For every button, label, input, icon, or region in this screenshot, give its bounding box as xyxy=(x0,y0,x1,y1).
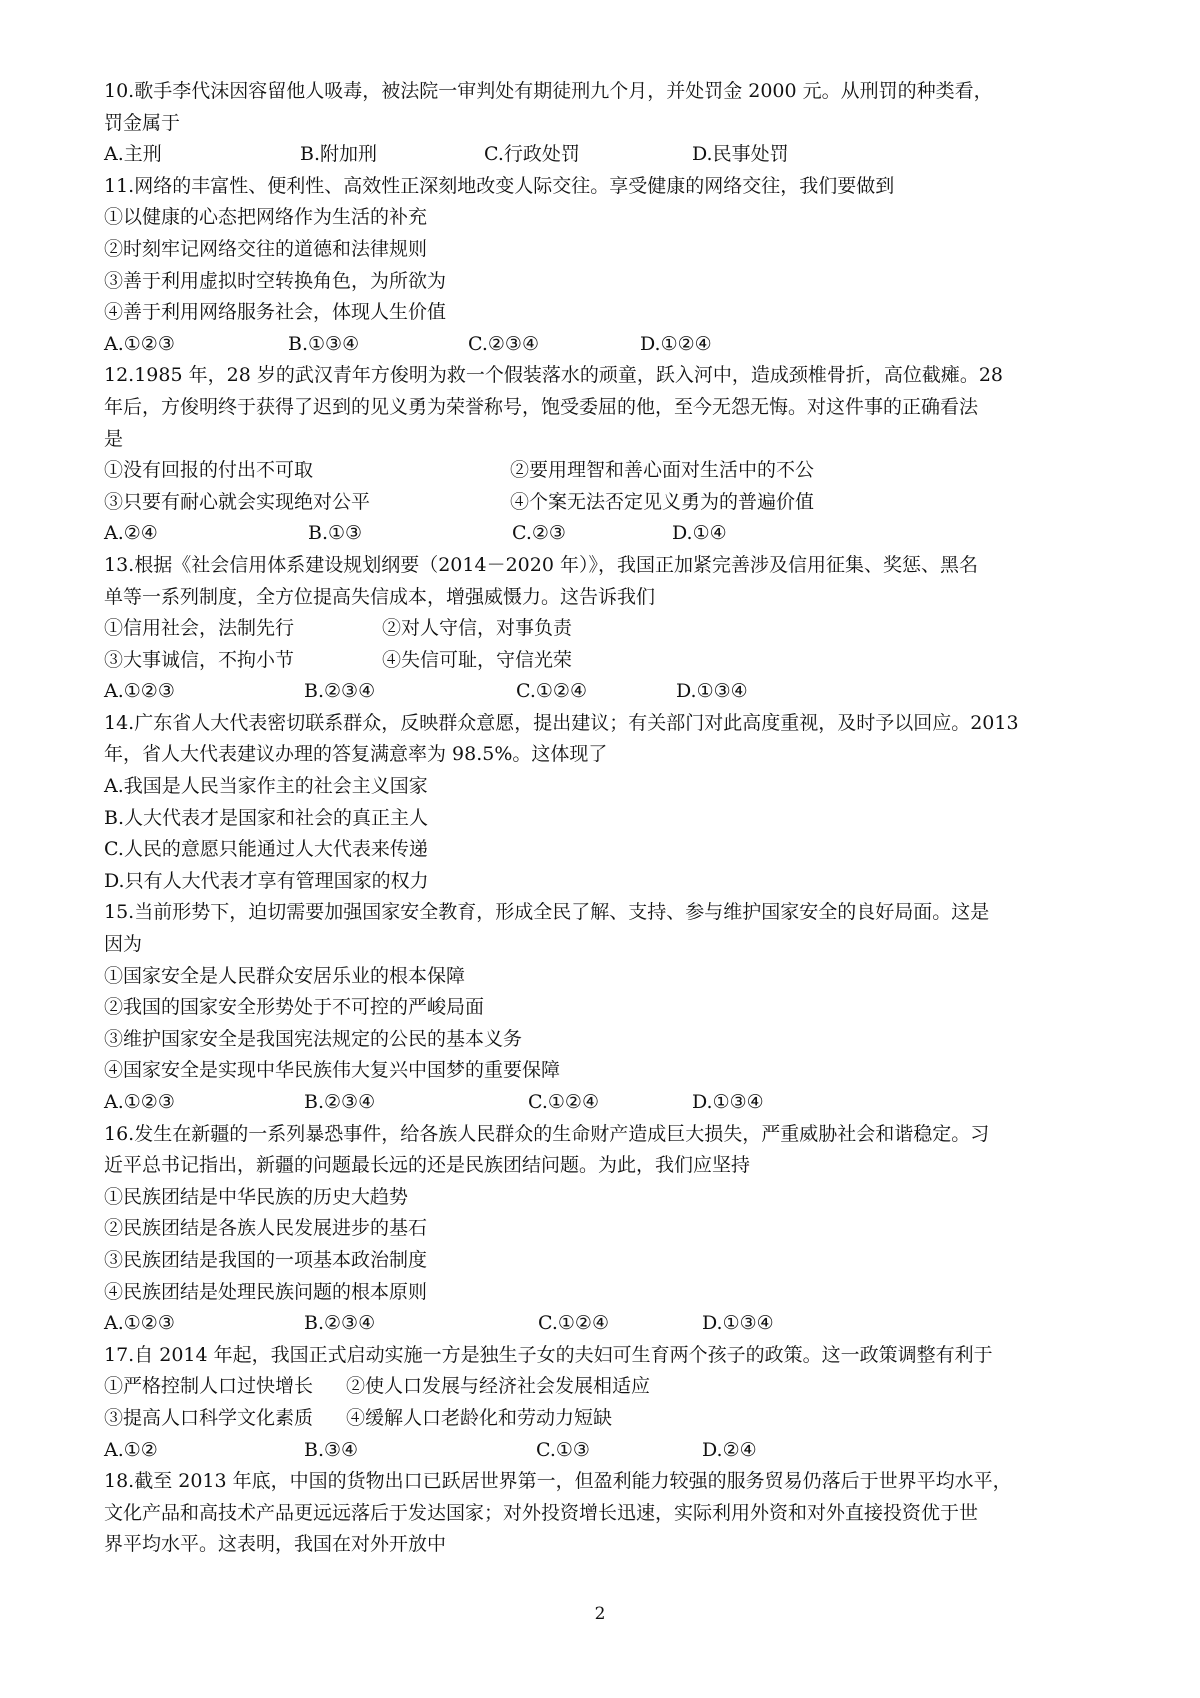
question-13-statements xyxy=(104,645,1098,677)
option-b: B.人大代表才是国家和社会的真正主人 xyxy=(104,806,429,829)
exam-page xyxy=(104,76,1098,1561)
question-16-options xyxy=(104,1308,1098,1340)
question-14-stem: 14.广东省人大代表密切联系群众，反映群众意愿，提出建议；有关部门对此高度重视，及时予以回应。2013 xyxy=(104,711,1019,734)
question-15-options xyxy=(104,1087,1098,1119)
question-17-statements xyxy=(104,1403,1098,1435)
option-a: A.②④ xyxy=(104,522,158,545)
option-b: B.②③④ xyxy=(304,1091,376,1113)
statement-3: ③善于利用虚拟时空转换角色，为所欲为 xyxy=(104,269,447,292)
option-d: D.①③④ xyxy=(676,680,748,703)
statement-3: ③民族团结是我国的一项基本政治制度 xyxy=(104,1248,428,1271)
statement-4: ④民族团结是处理民族问题的根本原则 xyxy=(104,1280,428,1303)
option-a: A.①②③ xyxy=(104,1091,175,1113)
question-10-stem: 10.歌手李代沫因容留他人吸毒，被法院一审判处有期徒刑九个月，并处罚金 2000 元。从刑罚的种类看， xyxy=(104,80,993,102)
option-b: B.附加刑 xyxy=(300,143,378,166)
statement-4: ④个案无法否定见义勇为的普遍价值 xyxy=(510,490,815,513)
option-d: D.①③④ xyxy=(692,1091,764,1113)
option-c: C.行政处罚 xyxy=(484,143,580,166)
option-c: C.②③ xyxy=(512,522,566,545)
question-12-stem-cont: 年后，方俊明终于获得了迟到的见义勇为荣誉称号，饱受委屈的他，至今无怨无悔。对这件事的正确看法 xyxy=(104,395,979,418)
question-13-stem: 13.根据《社会信用体系建设规划纲要（2014－2020 年）》，我国正加紧完善涉及信用征集、奖惩、黑名 xyxy=(104,553,978,576)
statement-1: ①以健康的心态把网络作为生活的补充 xyxy=(104,206,428,229)
question-12-stem: 12.1985 年，28 岁的武汉青年方俊明为救一个假装落水的顽童，跃入河中，造成颈椎骨折，高位截瘫。28 xyxy=(104,364,1004,387)
statement-4: ④善于利用网络服务社会，体现人生价值 xyxy=(104,301,447,324)
statement-1: ①民族团结是中华民族的历史大趋势 xyxy=(104,1185,409,1208)
option-a: A.①②③ xyxy=(104,680,175,703)
option-d: D.②④ xyxy=(702,1438,757,1461)
statement-4: ④失信可耻，守信光荣 xyxy=(382,648,573,671)
option-c: C.①②④ xyxy=(516,680,587,703)
question-18-stem-cont: 界平均水平。这表明，我国在对外开放中 xyxy=(104,1533,447,1556)
statement-1: ①国家安全是人民群众安居乐业的根本保障 xyxy=(104,964,466,987)
statement-1: ①严格控制人口过快增长 xyxy=(104,1375,314,1398)
question-11-stem: 11.网络的丰富性、便利性、高效性正深刻地改变人际交往。享受健康的网络交往，我们要做到 xyxy=(104,174,895,197)
question-12-stem-cont: 是 xyxy=(104,427,124,450)
statement-2: ②民族团结是各族人民发展进步的基石 xyxy=(104,1217,428,1240)
question-17-options xyxy=(104,1435,1098,1467)
statement-3: ③大事诚信，不拘小节 xyxy=(104,648,295,671)
question-14-stem-cont: 年，省人大代表建议办理的答复满意率为 98.5%。这体现了 xyxy=(104,743,608,766)
question-15-stem-cont: 因为 xyxy=(104,933,143,956)
option-d: D.①③④ xyxy=(702,1312,774,1335)
question-12-options xyxy=(104,518,1098,550)
question-10-stem-cont: 罚金属于 xyxy=(104,111,181,134)
question-13-stem-cont: 单等一系列制度，全方位提高失信成本，增强威慑力。这告诉我们 xyxy=(104,585,656,608)
option-d: D.民事处罚 xyxy=(692,143,789,166)
option-a: A.①②③ xyxy=(104,332,175,355)
option-b: B.①③ xyxy=(308,522,363,545)
option-c: C.②③④ xyxy=(468,332,539,355)
statement-2: ②使人口发展与经济社会发展相适应 xyxy=(346,1375,651,1398)
question-15-stem: 15.当前形势下，迫切需要加强国家安全教育，形成全民了解、支持、参与维护国家安全的良好局面。这是 xyxy=(104,901,990,924)
question-18-stem-cont: 文化产品和高技术产品更远远落后于发达国家；对外投资增长迅速，实际利用外资和对外直接投资优于世 xyxy=(104,1501,979,1524)
option-d: D.①②④ xyxy=(640,332,712,355)
option-a: A.主刑 xyxy=(104,143,162,166)
option-b: B.③④ xyxy=(304,1438,359,1461)
page-number: 2 xyxy=(594,1604,606,1624)
statement-4: ④缓解人口老龄化和劳动力短缺 xyxy=(346,1406,613,1429)
statement-3: ③只要有耐心就会实现绝对公平 xyxy=(104,490,371,513)
option-c: C.①②④ xyxy=(538,1312,609,1335)
option-a: A.①②③ xyxy=(104,1312,175,1335)
statement-3: ③提高人口科学文化素质 xyxy=(104,1406,314,1429)
question-16-stem: 16.发生在新疆的一系列暴恐事件，给各族人民群众的生命财产造成巨大损失，严重威胁社会和谐稳定。习 xyxy=(104,1122,990,1145)
option-a: A.我国是人民当家作主的社会主义国家 xyxy=(104,775,428,798)
option-c: C.人民的意愿只能通过人大代表来传递 xyxy=(104,838,428,861)
question-11-options xyxy=(104,329,1098,361)
option-c: C.①③ xyxy=(536,1438,590,1461)
question-17-stem: 17.自 2014 年起，我国正式启动实施一方是独生子女的夫妇可生育两个孩子的政策。这一政策调整有利于 xyxy=(104,1343,993,1366)
question-10-options xyxy=(104,139,1098,171)
option-b: B.①③④ xyxy=(288,332,360,355)
option-d: D.①④ xyxy=(672,522,727,545)
option-b: B.②③④ xyxy=(304,680,376,703)
statement-2: ②要用理智和善心面对生活中的不公 xyxy=(510,459,815,482)
statement-3: ③维护国家安全是我国宪法规定的公民的基本义务 xyxy=(104,1027,523,1050)
statement-4: ④国家安全是实现中华民族伟大复兴中国梦的重要保障 xyxy=(104,1059,561,1082)
question-17-statements xyxy=(104,1371,1098,1403)
statement-2: ②对人守信，对事负责 xyxy=(382,617,573,640)
question-18-stem: 18.截至 2013 年底，中国的货物出口已跃居世界第一，但盈利能力较强的服务贸易仍落后于世界平均水平， xyxy=(104,1470,1012,1493)
option-d: D.只有人大代表才享有管理国家的权力 xyxy=(104,869,429,892)
statement-2: ②我国的国家安全形势处于不可控的严峻局面 xyxy=(104,996,485,1019)
statement-1: ①信用社会，法制先行 xyxy=(104,617,295,640)
question-13-options xyxy=(104,676,1098,708)
question-12-statements xyxy=(104,455,1098,487)
question-16-stem-cont: 近平总书记指出，新疆的问题最长远的还是民族团结问题。为此，我们应坚持 xyxy=(104,1154,751,1177)
question-12-statements xyxy=(104,487,1098,519)
statement-1: ①没有回报的付出不可取 xyxy=(104,459,314,482)
statement-2: ②时刻牢记网络交往的道德和法律规则 xyxy=(104,237,428,260)
option-b: B.②③④ xyxy=(304,1312,376,1335)
question-13-statements xyxy=(104,613,1098,645)
option-c: C.①②④ xyxy=(528,1091,599,1113)
option-a: A.①② xyxy=(104,1438,158,1461)
